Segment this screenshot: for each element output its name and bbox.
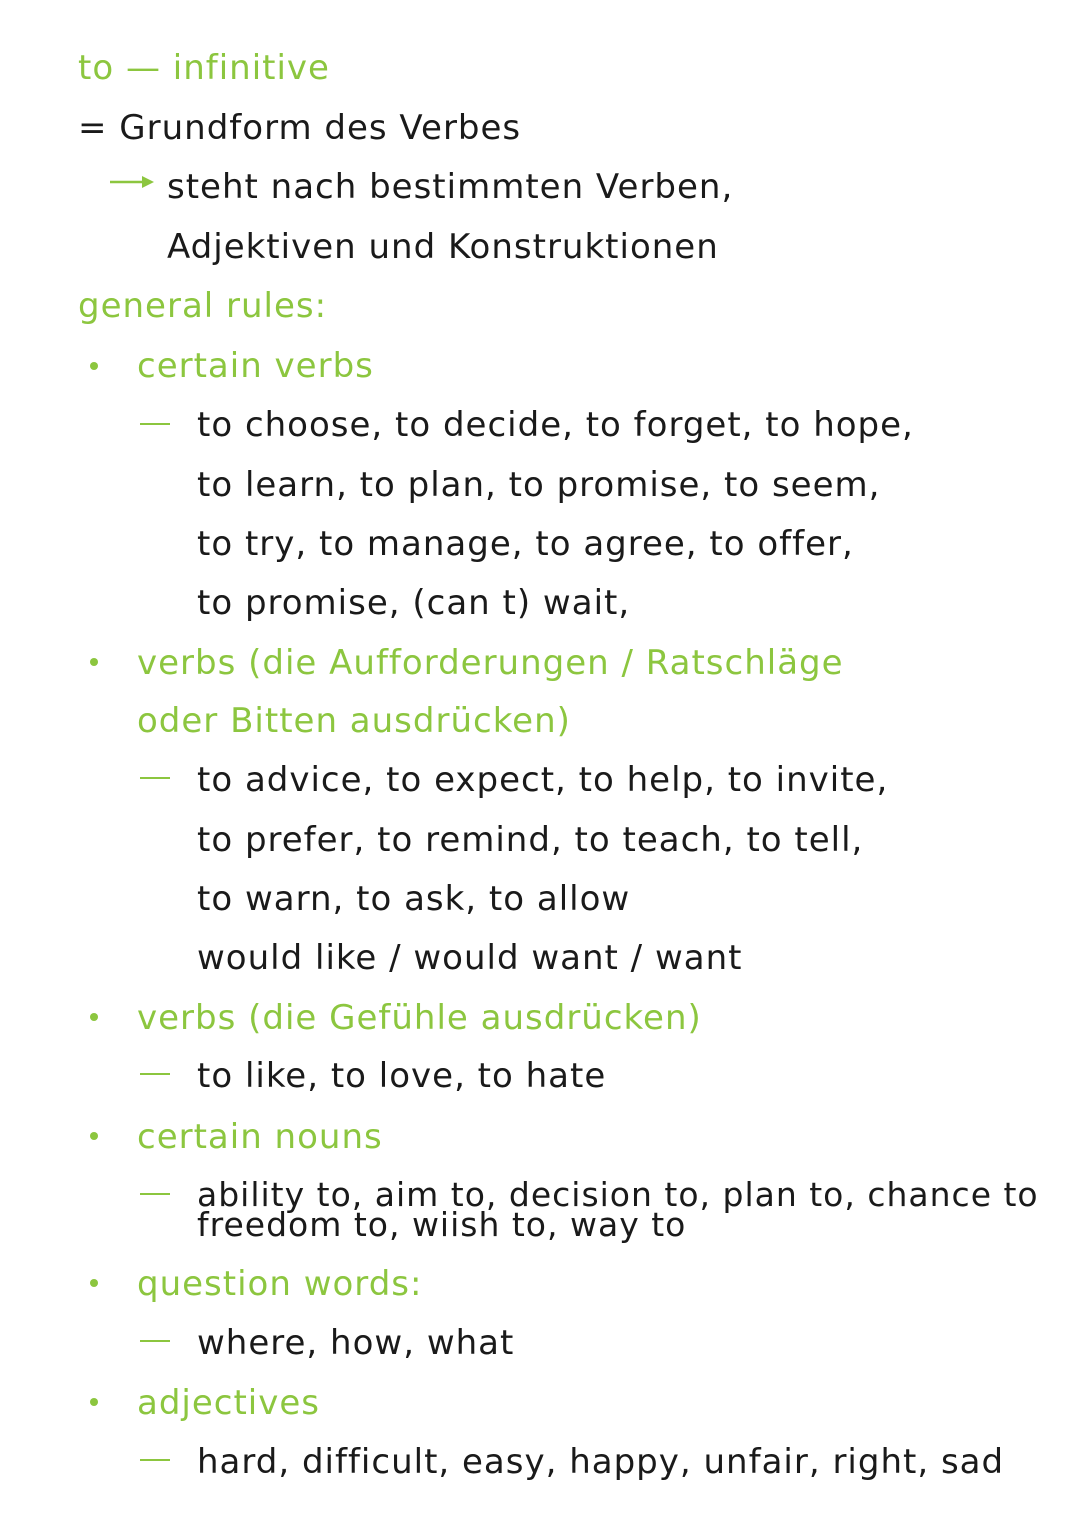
- example-line: ability to, aim to, decision to, plan to, chance to: [197, 1175, 1039, 1214]
- example-line: hard, difficult, easy, happy, unfair, right, sad: [197, 1442, 1005, 1482]
- arrow-right-icon: [108, 172, 156, 192]
- example-line: to advice, to expect, to help, to invite,: [197, 760, 889, 800]
- note-line: Adjektiven und Konstruktionen: [167, 227, 719, 267]
- dash-icon: [140, 1193, 170, 1195]
- bullet-icon: [90, 1279, 98, 1287]
- bullet-icon: [90, 362, 98, 370]
- example-line: to warn, to ask, to allow: [197, 879, 631, 919]
- section-heading: certain verbs: [137, 346, 374, 386]
- bullet-icon: [90, 1398, 98, 1406]
- example-line: freedom to, wiish to, way to: [197, 1205, 687, 1244]
- example-line: to prefer, to remind, to teach, to tell,: [197, 820, 864, 860]
- section-heading: verbs (die Aufforderungen / Ratschläge: [137, 643, 844, 683]
- bullet-icon: [90, 1013, 98, 1021]
- example-line: where, how, what: [197, 1323, 515, 1363]
- example-line: to try, to manage, to agree, to offer,: [197, 524, 854, 564]
- section-heading: oder Bitten ausdrücken): [137, 701, 571, 741]
- example-line: to choose, to decide, to forget, to hope,: [197, 405, 914, 445]
- note-line: steht nach bestimmten Verben,: [167, 167, 734, 207]
- section-heading: adjectives: [137, 1383, 321, 1423]
- bullet-icon: [90, 1132, 98, 1140]
- general-rules-heading: general rules:: [78, 286, 328, 326]
- example-line: to promise, (can t) wait,: [197, 583, 631, 623]
- section-heading: verbs (die Gefühle ausdrücken): [137, 998, 702, 1038]
- dash-icon: [140, 777, 170, 779]
- section-heading: question words:: [137, 1264, 423, 1304]
- dash-icon: [140, 1073, 170, 1075]
- dash-icon: [140, 423, 170, 425]
- page-title: to — infinitive: [78, 48, 330, 88]
- bullet-icon: [90, 658, 98, 666]
- example-line: would like / would want / want: [197, 938, 743, 978]
- example-line: to learn, to plan, to promise, to seem,: [197, 465, 881, 505]
- section-heading: certain nouns: [137, 1117, 383, 1157]
- example-line: to like, to love, to hate: [197, 1056, 607, 1096]
- dash-icon: [140, 1340, 170, 1342]
- definition: = Grundform des Verbes: [78, 108, 522, 148]
- dash-icon: [140, 1459, 170, 1461]
